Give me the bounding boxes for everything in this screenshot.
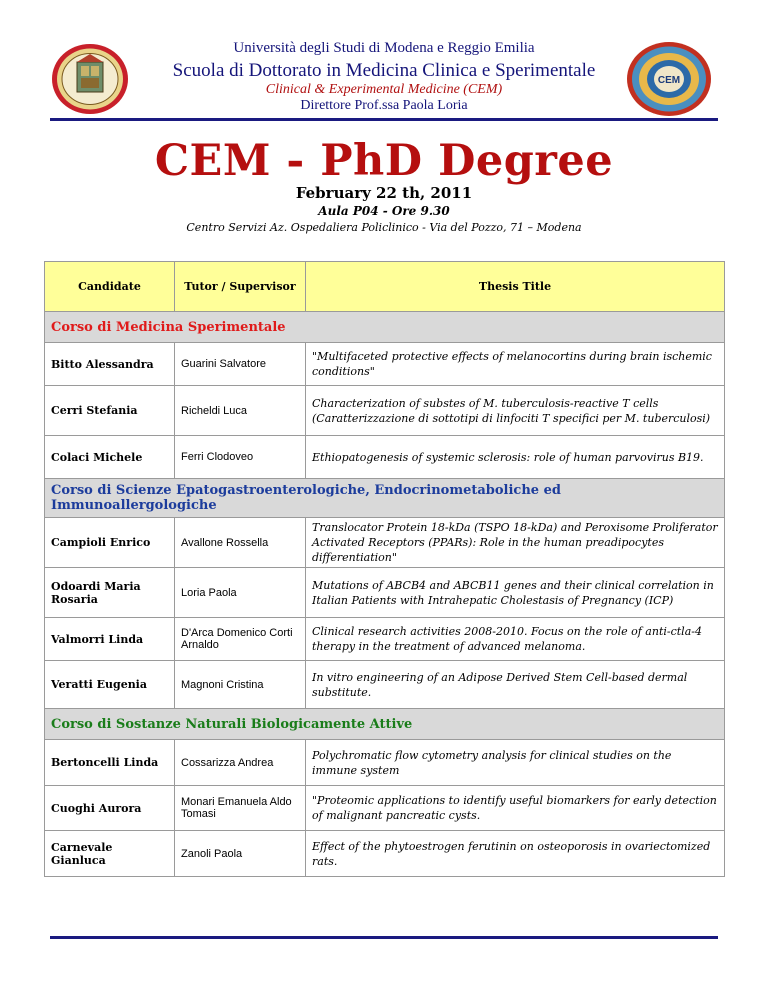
candidate-name: Valmorri Linda bbox=[45, 618, 175, 661]
tutor-name: Guarini Salvatore bbox=[175, 343, 306, 386]
table-row bbox=[45, 618, 725, 661]
tutor-name: Ferri Clodoveo bbox=[175, 436, 306, 479]
section-title: Corso di Sostanze Naturali Biologicamente Attive bbox=[45, 709, 725, 740]
tutor-name: Loria Paola bbox=[175, 568, 306, 618]
footer-divider bbox=[50, 936, 718, 939]
director-line: Direttore Prof.ssa Paola Loria bbox=[300, 98, 468, 113]
tutor-name: Avallone Rossella bbox=[175, 518, 306, 568]
candidate-name: Carnevale Gianluca bbox=[45, 831, 175, 877]
tutor-name: Magnoni Cristina bbox=[175, 661, 306, 709]
table-row bbox=[45, 740, 725, 786]
table-row bbox=[45, 343, 725, 386]
candidate-name: Odoardi Maria Rosaria bbox=[45, 568, 175, 618]
section-row bbox=[45, 479, 725, 518]
table-row bbox=[45, 831, 725, 877]
section-title: Corso di Medicina Sperimentale bbox=[45, 312, 725, 343]
header-candidate: Candidate bbox=[45, 262, 175, 312]
event-room-time: Aula P04 - Ore 9.30 bbox=[318, 204, 450, 218]
table-row bbox=[45, 436, 725, 479]
event-date: February 22 th, 2011 bbox=[295, 184, 473, 202]
tutor-name: Cossarizza Andrea bbox=[175, 740, 306, 786]
candidates-table bbox=[44, 261, 725, 877]
candidate-name: Campioli Enrico bbox=[45, 518, 175, 568]
candidate-name: Bitto Alessandra bbox=[45, 343, 175, 386]
candidate-name: Cerri Stefania bbox=[45, 386, 175, 436]
section-row bbox=[45, 312, 725, 343]
thesis-title: In vitro engineering of an Adipose Derived Stem Cell-based dermal substitute. bbox=[306, 661, 725, 709]
table-header-row bbox=[45, 262, 725, 312]
page-title: CEM - PhD Degree bbox=[154, 136, 614, 186]
thesis-title: Translocator Protein 18-kDa (TSPO 18-kDa) and Peroxisome Proliferator Activated Receptors (PPARs): Role in the human preadipocytes differentiation" bbox=[306, 518, 725, 568]
tutor-name: D'Arca Domenico Corti Arnaldo bbox=[175, 618, 306, 661]
section-row bbox=[45, 709, 725, 740]
thesis-title: Polychromatic flow cytometry analysis for clinical studies on the immune system bbox=[306, 740, 725, 786]
event-address: Centro Servizi Az. Ospedaliera Policlinico - Via del Pozzo, 71 – Modena bbox=[186, 221, 582, 234]
thesis-title: "Proteomic applications to identify useful biomarkers for early detection of malignant pancreatic cysts. bbox=[306, 786, 725, 831]
thesis-title: Characterization of substes of M. tuberculosis-reactive T cells (Caratterizzazione di sottotipi di linfociti T specifici per M. tuberculosi) bbox=[306, 386, 725, 436]
tutor-name: Monari Emanuela Aldo Tomasi bbox=[175, 786, 306, 831]
table-row bbox=[45, 661, 725, 709]
tutor-name: Zanoli Paola bbox=[175, 831, 306, 877]
thesis-title: Ethiopatogenesis of systemic sclerosis: role of human parvovirus B19. bbox=[306, 436, 725, 479]
program-name: Clinical & Experimental Medicine (CEM) bbox=[265, 82, 503, 97]
thesis-title: Mutations of ABCB4 and ABCB11 genes and their clinical correlation in Italian Patients with Intrahepatic Cholestasis of Pregnancy (ICP) bbox=[306, 568, 725, 618]
university-name: Università degli Studi di Modena e Reggio Emilia bbox=[233, 40, 535, 56]
tutor-name: Richeldi Luca bbox=[175, 386, 306, 436]
header-tutor: Tutor / Supervisor bbox=[175, 262, 306, 312]
table-row bbox=[45, 386, 725, 436]
section-title: Corso di Scienze Epatogastroenterologiche, Endocrinometaboliche ed Immunoallergologiche bbox=[45, 479, 725, 518]
candidate-name: Colaci Michele bbox=[45, 436, 175, 479]
table-row bbox=[45, 568, 725, 618]
thesis-title: "Multifaceted protective effects of melanocortins during brain ischemic conditions" bbox=[306, 343, 725, 386]
school-name: Scuola di Dottorato in Medicina Clinica e Sperimentale bbox=[172, 60, 596, 81]
table-row bbox=[45, 786, 725, 831]
candidate-name: Veratti Eugenia bbox=[45, 661, 175, 709]
candidate-name: Cuoghi Aurora bbox=[45, 786, 175, 831]
header-divider bbox=[50, 118, 718, 121]
table-row bbox=[45, 518, 725, 568]
thesis-title: Effect of the phytoestrogen ferutinin on osteoporosis in ovariectomized rats. bbox=[306, 831, 725, 877]
cem-logo-text: CEM bbox=[657, 75, 681, 86]
thesis-title: Clinical research activities 2008-2010. Focus on the role of anti-ctla-4 therapy in the treatment of advanced melanoma. bbox=[306, 618, 725, 661]
candidate-name: Bertoncelli Linda bbox=[45, 740, 175, 786]
header-thesis: Thesis Title bbox=[306, 262, 725, 312]
